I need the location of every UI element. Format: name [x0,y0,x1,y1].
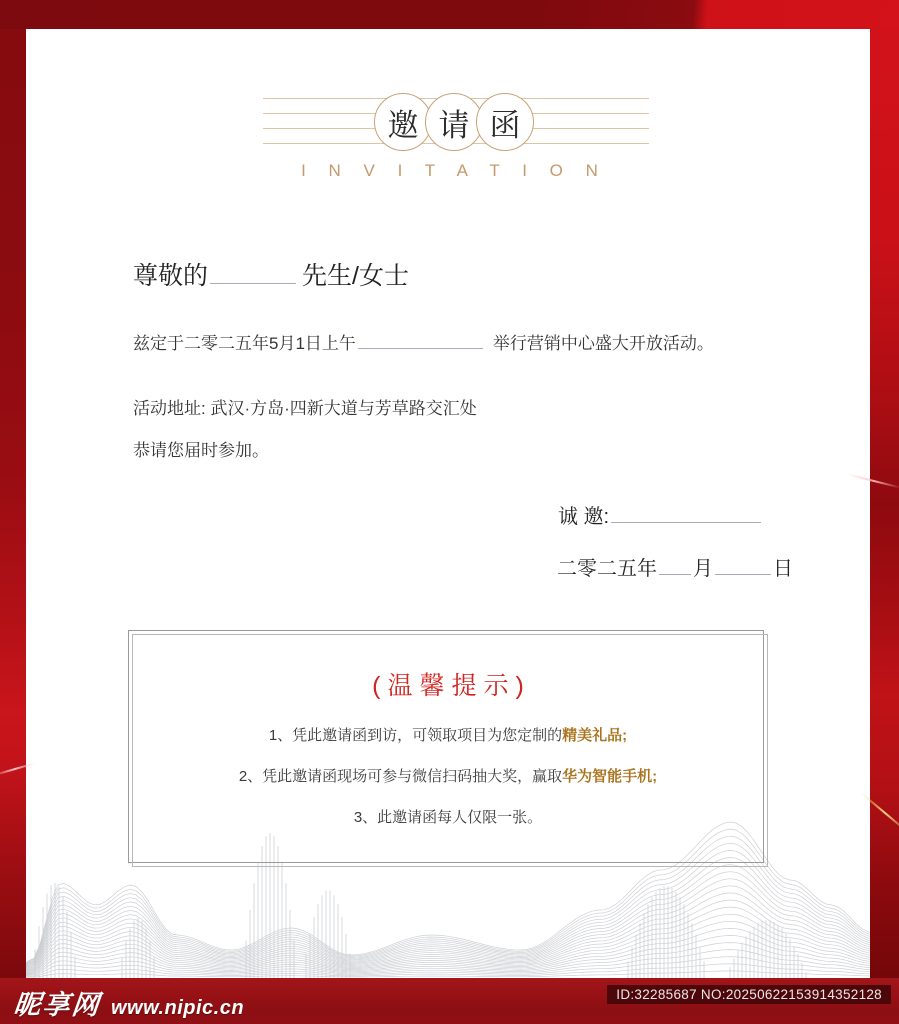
notice-item-1 [128,724,768,745]
date-line [557,552,793,581]
notice-title: (温馨提示) [372,672,531,700]
name-blank [210,281,296,284]
notice-item-1-highlight: 精美礼品; [562,727,628,744]
inviter-line [558,500,761,529]
title-char-3: 函 [489,107,521,143]
date-month: 月 [693,558,713,580]
notice-item-2-text: 2、凭此邀请函现场可参与微信扫码抽大奖，赢取 [238,768,563,785]
notice-item-3 [128,806,768,827]
salutation-prefix: 尊敬的 [133,262,209,290]
event-address-line: 活动地址: 武汉·方岛·四新大道与芳草路交汇处 [133,399,477,418]
salutation-line [133,256,409,292]
month-blank [659,572,691,575]
notice-item-2-highlight: 华为智能手机; [562,768,658,785]
title-medallion [374,93,534,151]
event-time-line [133,329,714,354]
title-char-2: 请 [438,107,470,143]
frame-top [0,0,899,29]
event-time-prefix: 兹定于二零二五年5月1日上午 [133,334,356,353]
title-char-1: 邀 [387,107,419,143]
site-watermark [14,983,244,1022]
event-time-suffix: 举行营销中心盛大开放活动。 [492,334,714,353]
inviter-label: 诚 邀: [558,506,610,528]
inviter-blank [611,520,761,523]
notice-item-2 [128,765,768,786]
subtitle-invitation: I N V I T A T I O N [301,161,607,180]
site-logo-text: 昵享网 [12,990,103,1020]
title-circle-2 [425,93,483,151]
watermark-bar [0,978,899,1024]
image-id-badge: ID:32285687 NO:20250622153914352128 [607,985,891,1004]
salutation-suffix: 先生/女士 [302,262,409,290]
attend-line: 恭请您届时参加。 [133,441,269,460]
notice-item-3-text: 3、此邀请函每人仅限一张。 [353,809,543,826]
title-circle-1 [374,93,432,151]
notice-box [128,630,768,867]
frame-left [0,29,26,978]
site-url-text: www.nipic.cn [111,997,245,1019]
date-day: 日 [773,558,793,580]
time-blank [358,346,483,349]
title-circle-3 [476,93,534,151]
date-year: 二零二五年 [557,558,657,580]
notice-item-1-text: 1、凭此邀请函到访，可领取项目为您定制的 [268,727,563,744]
day-blank [715,572,771,575]
frame-right [870,29,899,978]
